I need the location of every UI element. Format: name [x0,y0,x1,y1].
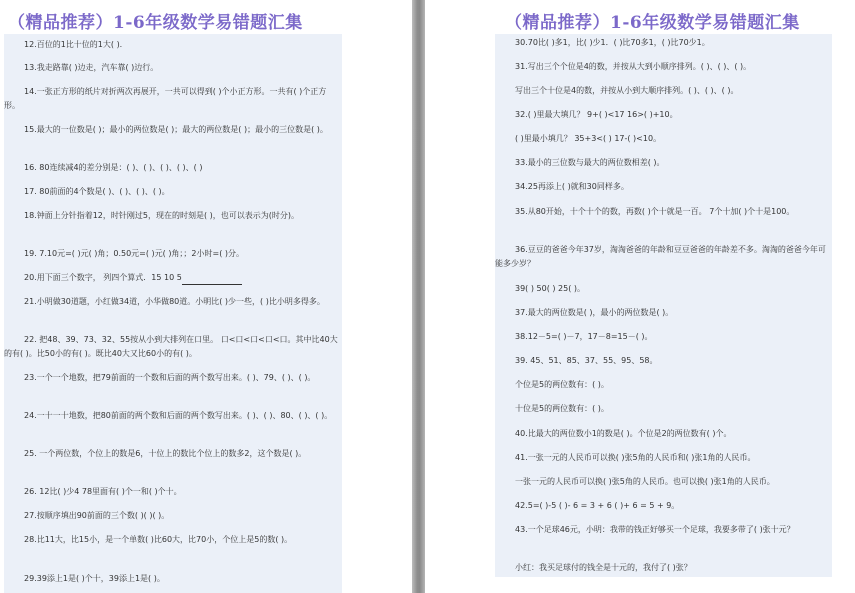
question-item: 15.最大的一位数是( )；最小的两位数是( )；最大的两位数是( )；最小的三位数是( )。 [24,125,328,134]
page-title: （精品推荐）1-6年级数学易错题汇集 [505,13,800,33]
question-item: 16. 80连续减4的差分别是：( )、( )、( )、( )、( ) [24,163,203,172]
question-list [4,34,342,593]
question-item: 17. 80前面的4个数是( )、( )、( )、( )。 [24,187,170,196]
question-item: 27.按顺序填出90前面的三个数( )( )( )。 [24,511,170,520]
question-item: 20.用下面三个数字， 列四个算式．15 10 5 [4,271,342,285]
question-item: 26. 12比( )少4 78里面有( )个一和( )个十。 [24,487,182,496]
question-item: 43.一个足球46元，小明：我带的钱正好够买一个足球，我要多带了( )张十元？ [515,525,795,534]
question-item: 22. 把48、39、73、32、55按从小到大排列在口里。 口<口<口<口<口。其中比40大的有( )。比50小的有( )。既比40大又比60小的有( )。 [4,335,338,358]
question-item: 30.70比( )多1，比( )少1．( )比70多1，( )比70少1。 [515,38,710,47]
question-item: 25. 一个两位数，个位上的数是6，十位上的数比个位上的数多2，这个数是( )。 [24,449,307,458]
question-item: 33.最小的三位数与最大的两位数相差( )。 [515,158,665,167]
question-item: 21.小明做30道题，小红做34道，小华做80道。小明比( )少一些，( )比小明多得多。 [24,297,325,306]
question-item: ( )里最小填几？ 35+3<( ) 17-( )<10。 [515,134,662,143]
question-item: 42.5=( )-5 ( )- 6 = 3 + 6 ( )+ 6 = 5 + 9。 [515,501,680,510]
question-item: 14.一张正方形的纸片对折两次再展开，一共可以得到( )个小正方形。一共有( )个正方形。 [4,87,327,110]
question-item: 18.钟面上分针指着12，时针刚过5，现在的时刻是( )，也可以表示为(时分)。 [24,211,300,220]
question-item: 39. 45、51、85、37、55、95、58。 [515,356,658,365]
question-item: 12.百位的1比十位的1大( ). [24,40,123,49]
left-page [0,0,412,593]
question-item: 35.从80开始，十个十个的数，再数( )个十就是一百。 7个十加( )个十是100。 [515,207,795,216]
page-title: （精品推荐）1-6年级数学易错题汇集 [8,13,303,33]
right-page [425,0,855,593]
question-item: 19. 7.10元=( )元( )角；0.50元=( )元( )角；；2小时=( )分。 [24,249,245,258]
page-divider [412,0,425,593]
question-item: 37.最大的两位数是( )，最小的两位数是( )。 [515,308,674,317]
question-item: 28.比11大，比15小，是一个单数( )比60大，比70小，个位上是5的数( )。 [24,535,293,544]
question-item: 一张一元的人民币可以换( )张5角的人民币。也可以换( )张1角的人民币。 [515,477,775,486]
question-list [495,34,832,577]
question-item: 41.一张一元的人民币可以换( )张5角的人民币和( )张1角的人民币。 [515,453,756,462]
question-item: 32.( )里最大填几？ 9+( )<17 16>( )+10。 [515,110,678,119]
answer-line [182,276,242,285]
question-item: 29.39添上1是( )个十，39添上1是( )。 [24,574,165,583]
question-item: 31.写出三个个位是4的数，并按从大到小顺序排列。( )、( )、( )。 [515,62,752,71]
question-item: 38.12－5=( )－7，17－8=15－( )。 [515,332,653,341]
question-item: 23.一个一个地数，把79前面的一个数和后面的两个数写出来。( )、79、( )、( )。 [24,373,316,382]
question-item: 13.我走路靠( )边走，汽车靠( )边行。 [24,63,159,72]
question-item: 个位是5的两位数有：( )。 [515,380,609,389]
question-item: 十位是5的两位数有：( )。 [515,404,609,413]
question-item: 小红：我买足球付的钱全是十元的，我付了( )张？ [515,563,692,572]
question-item: 40.比最大的两位数小1的数是( )。个位是2的两位数有( )个。 [515,429,732,438]
question-item: 24.一十一十地数，把80前面的两个数和后面的两个数写出来。( )、( )、80、( )、( )。 [24,411,333,420]
question-item: 39( ) 50( ) 25( )。 [515,284,585,293]
question-item: 34.25再添上( )就和30同样多。 [515,182,629,191]
question-item: 36.豆豆的爸爸今年37岁，淘淘爸爸的年龄和豆豆爸爸的年龄差不多。淘淘的爸爸今年可能多少岁？ [495,245,826,268]
question-item: 写出三个十位是4的数，并按从小到大顺序排列。( )、( )、( )。 [515,86,739,95]
